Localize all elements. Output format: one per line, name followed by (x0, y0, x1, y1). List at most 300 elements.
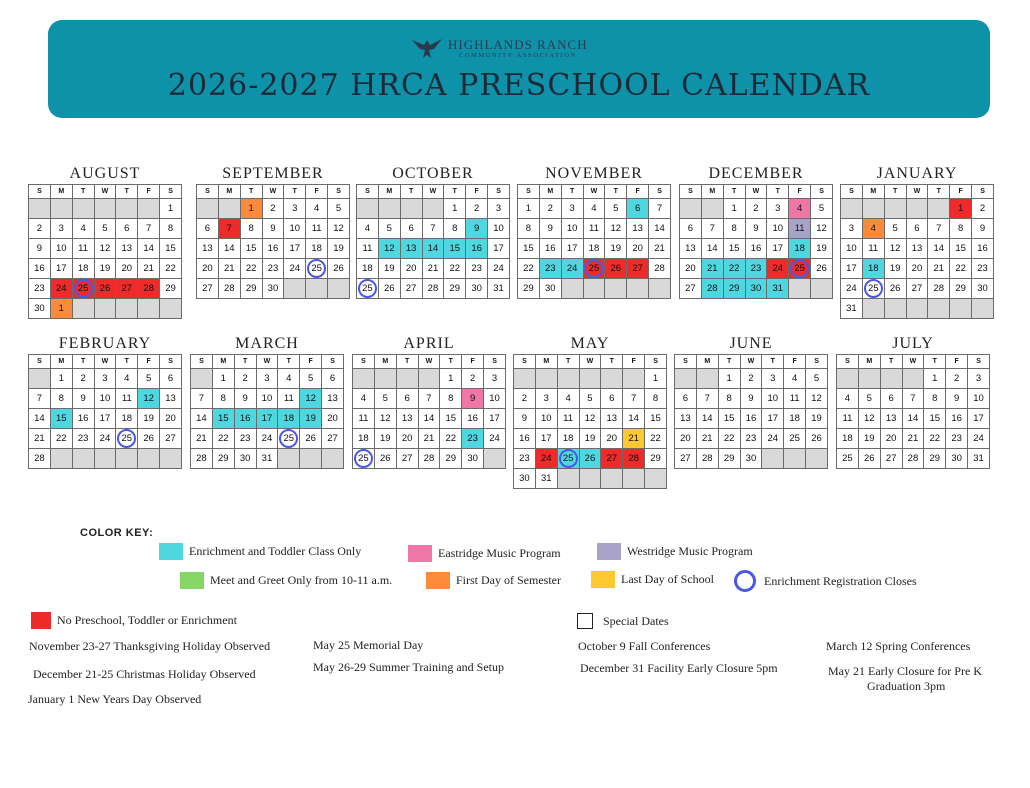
day-cell: 17 (484, 409, 506, 429)
registration-circle-icon: 25 (117, 429, 136, 448)
day-cell: 16 (462, 409, 484, 429)
registration-circle-icon: 25 (559, 449, 578, 468)
day-cell: 30 (539, 279, 561, 299)
day-cell (72, 279, 94, 299)
day-cell: 26 (811, 259, 833, 279)
empty-day-cell (701, 199, 723, 219)
day-cell: 10 (841, 239, 863, 259)
day-cell: 19 (605, 239, 627, 259)
day-cell: 27 (680, 279, 702, 299)
red-swatch (31, 612, 51, 629)
day-cell: 12 (811, 219, 833, 239)
day-cell: 28 (218, 279, 240, 299)
weekday-header: T (880, 355, 902, 369)
empty-day-cell (762, 449, 784, 469)
key-label: Meet and Greet Only from 10-11 a.m. (210, 573, 393, 587)
weekday-header: F (627, 185, 649, 199)
day-cell: 24 (488, 259, 510, 279)
day-cell: 14 (29, 409, 51, 429)
registration-circle-icon: 25 (584, 259, 603, 278)
key-eastridge-music (408, 545, 561, 562)
day-cell: 29 (950, 279, 972, 299)
day-cell: 21 (422, 259, 444, 279)
day-cell: 12 (884, 239, 906, 259)
note-memorial-day: May 25 Memorial Day (313, 638, 424, 652)
weekday-header: S (328, 185, 350, 199)
day-cell: 13 (322, 389, 344, 409)
day-cell: 10 (535, 409, 557, 429)
weekday-header: W (262, 185, 284, 199)
eagle-icon (410, 36, 444, 62)
empty-day-cell (583, 279, 605, 299)
weekday-header: W (256, 355, 278, 369)
day-cell: 26 (138, 429, 160, 449)
day-cell: 20 (322, 409, 344, 429)
empty-day-cell (623, 469, 645, 489)
day-cell: 10 (256, 389, 278, 409)
day-cell: 6 (880, 389, 902, 409)
day-cell: 6 (675, 389, 697, 409)
weekday-header: T (767, 185, 789, 199)
day-cell: 2 (740, 369, 762, 389)
day-cell: 18 (116, 409, 138, 429)
day-cell: 2 (29, 219, 51, 239)
month-table (196, 184, 350, 299)
day-cell: 10 (561, 219, 583, 239)
weekday-header: M (50, 355, 72, 369)
day-cell: 9 (972, 219, 994, 239)
key-label: Westridge Music Program (627, 544, 753, 558)
weekday-header: T (561, 185, 583, 199)
day-cell: 19 (579, 429, 601, 449)
day-cell: 2 (514, 389, 536, 409)
weekday-header: S (353, 355, 375, 369)
day-cell: 1 (518, 199, 540, 219)
day-cell: 12 (378, 239, 400, 259)
day-cell: 17 (488, 239, 510, 259)
empty-day-cell (357, 199, 379, 219)
day-cell: 3 (535, 389, 557, 409)
day-cell (306, 259, 328, 279)
day-cell: 4 (862, 219, 884, 239)
pink-swatch (408, 545, 432, 562)
day-cell: 30 (234, 449, 256, 469)
day-cell: 19 (811, 239, 833, 259)
day-cell: 21 (29, 429, 51, 449)
day-cell: 27 (400, 279, 422, 299)
empty-day-cell (579, 469, 601, 489)
weekday-header: T (72, 185, 94, 199)
day-cell: 15 (723, 239, 745, 259)
day-cell: 4 (784, 369, 806, 389)
day-cell: 5 (94, 219, 116, 239)
day-cell: 29 (212, 449, 234, 469)
day-cell: 2 (466, 199, 488, 219)
day-cell: 11 (583, 219, 605, 239)
weekday-header: M (858, 355, 880, 369)
empty-day-cell (284, 279, 306, 299)
day-cell: 7 (191, 389, 213, 409)
weekday-header: S (514, 355, 536, 369)
org-name: HIGHLANDS RANCH (448, 37, 588, 53)
day-cell: 10 (762, 389, 784, 409)
empty-day-cell (862, 299, 884, 319)
empty-day-cell (972, 299, 994, 319)
day-cell: 2 (946, 369, 968, 389)
day-cell: 22 (924, 429, 946, 449)
day-cell: 20 (197, 259, 219, 279)
day-cell: 21 (928, 259, 950, 279)
day-cell: 14 (623, 409, 645, 429)
empty-day-cell (680, 199, 702, 219)
day-cell: 31 (841, 299, 863, 319)
weekday-header: F (138, 355, 160, 369)
day-cell: 16 (262, 239, 284, 259)
day-cell: 9 (514, 409, 536, 429)
day-cell: 16 (972, 239, 994, 259)
day-cell: 4 (837, 389, 859, 409)
key-first-day (426, 572, 561, 589)
empty-day-cell (484, 449, 506, 469)
weekday-header: F (946, 355, 968, 369)
day-cell: 7 (649, 199, 671, 219)
day-cell: 5 (328, 199, 350, 219)
day-cell: 20 (116, 259, 138, 279)
day-cell: 1 (440, 369, 462, 389)
empty-day-cell (906, 199, 928, 219)
empty-day-cell (197, 199, 219, 219)
weekday-header: T (884, 185, 906, 199)
empty-day-cell (561, 279, 583, 299)
weekday-header: W (422, 185, 444, 199)
empty-day-cell (514, 369, 536, 389)
day-cell (862, 279, 884, 299)
day-cell: 15 (950, 239, 972, 259)
day-cell: 24 (484, 429, 506, 449)
month-table (836, 354, 990, 469)
weekday-header: T (762, 355, 784, 369)
day-cell: 1 (924, 369, 946, 389)
key-label: No Preschool, Toddler or Enrichment (57, 613, 237, 627)
day-cell: 30 (514, 469, 536, 489)
day-cell: 8 (518, 219, 540, 239)
org-logo (410, 34, 588, 64)
day-cell: 13 (627, 219, 649, 239)
weekday-header: T (718, 355, 740, 369)
day-cell: 11 (353, 409, 375, 429)
day-cell: 24 (561, 259, 583, 279)
day-cell: 4 (72, 219, 94, 239)
day-cell: 14 (928, 239, 950, 259)
day-cell: 3 (762, 369, 784, 389)
weekday-header: M (378, 185, 400, 199)
day-cell: 28 (623, 449, 645, 469)
day-cell: 11 (357, 239, 379, 259)
day-cell: 21 (191, 429, 213, 449)
weekday-header: F (306, 185, 328, 199)
day-cell: 14 (696, 409, 718, 429)
day-cell: 20 (880, 429, 902, 449)
day-cell: 7 (418, 389, 440, 409)
weekday-header: F (462, 355, 484, 369)
day-cell: 31 (488, 279, 510, 299)
day-cell: 22 (950, 259, 972, 279)
day-cell: 7 (701, 219, 723, 239)
day-cell: 27 (197, 279, 219, 299)
day-cell: 17 (256, 409, 278, 429)
day-cell: 3 (767, 199, 789, 219)
note-early-closure-dec: December 31 Facility Early Closure 5pm (580, 661, 778, 675)
day-cell: 22 (240, 259, 262, 279)
day-cell: 9 (462, 389, 484, 409)
day-cell: 3 (488, 199, 510, 219)
month-april (352, 334, 506, 469)
day-cell: 1 (212, 369, 234, 389)
day-cell: 24 (284, 259, 306, 279)
key-special-dates (577, 613, 669, 629)
day-cell: 11 (278, 389, 300, 409)
teal-swatch (159, 543, 183, 560)
day-cell: 26 (858, 449, 880, 469)
day-cell: 9 (29, 239, 51, 259)
day-cell: 26 (579, 449, 601, 469)
day-cell: 27 (627, 259, 649, 279)
green-swatch (180, 572, 204, 589)
empty-day-cell (884, 199, 906, 219)
empty-day-cell (535, 369, 557, 389)
day-cell: 28 (418, 449, 440, 469)
month-table (190, 354, 344, 469)
day-cell: 2 (72, 369, 94, 389)
weekday-header: S (357, 185, 379, 199)
note-thanksgiving: November 23-27 Thanksgiving Holiday Observed (29, 639, 271, 653)
day-cell: 27 (160, 429, 182, 449)
day-cell: 28 (29, 449, 51, 469)
day-cell: 23 (740, 429, 762, 449)
day-cell: 13 (680, 239, 702, 259)
month-table (674, 354, 828, 469)
day-cell: 28 (191, 449, 213, 469)
day-cell: 24 (94, 429, 116, 449)
month-august (28, 164, 182, 319)
registration-circle-icon: 25 (74, 279, 93, 298)
day-cell: 10 (767, 219, 789, 239)
day-cell: 28 (422, 279, 444, 299)
day-cell: 1 (645, 369, 667, 389)
empty-day-cell (902, 369, 924, 389)
weekday-header: S (322, 355, 344, 369)
day-cell: 4 (357, 219, 379, 239)
day-cell: 19 (884, 259, 906, 279)
day-cell: 12 (579, 409, 601, 429)
day-cell: 17 (284, 239, 306, 259)
day-cell: 7 (29, 389, 51, 409)
weekday-header: M (218, 185, 240, 199)
day-cell: 8 (723, 219, 745, 239)
month-name: MARCH (235, 335, 299, 352)
day-cell: 27 (880, 449, 902, 469)
day-cell: 23 (262, 259, 284, 279)
weekday-header: T (400, 185, 422, 199)
weekday-header: S (191, 355, 213, 369)
weekday-header: T (240, 185, 262, 199)
day-cell: 9 (262, 219, 284, 239)
weekday-header: S (972, 185, 994, 199)
key-meet-and-greet (180, 572, 392, 589)
day-cell: 5 (605, 199, 627, 219)
registration-circle-icon: 25 (307, 259, 326, 278)
day-cell: 30 (740, 449, 762, 469)
note-christmas: December 21-25 Christmas Holiday Observed (33, 667, 256, 681)
empty-day-cell (627, 279, 649, 299)
day-cell: 13 (197, 239, 219, 259)
day-cell: 1 (718, 369, 740, 389)
empty-day-cell (880, 369, 902, 389)
month-name: DECEMBER (708, 165, 804, 182)
note-spring-conferences: March 12 Spring Conferences (826, 639, 971, 653)
day-cell: 4 (789, 199, 811, 219)
day-cell: 15 (50, 409, 72, 429)
empty-day-cell (72, 199, 94, 219)
day-cell (353, 449, 375, 469)
day-cell: 27 (322, 429, 344, 449)
weekday-header: F (138, 185, 160, 199)
day-cell: 10 (284, 219, 306, 239)
month-table (28, 184, 182, 319)
day-cell: 1 (160, 199, 182, 219)
month-table (517, 184, 671, 299)
empty-day-cell (950, 299, 972, 319)
month-name: JUNE (729, 335, 773, 352)
day-cell: 25 (784, 429, 806, 449)
empty-day-cell (418, 369, 440, 389)
day-cell: 8 (212, 389, 234, 409)
day-cell: 16 (234, 409, 256, 429)
day-cell: 29 (723, 279, 745, 299)
day-cell: 23 (539, 259, 561, 279)
weekday-header: S (675, 355, 697, 369)
day-cell: 20 (675, 429, 697, 449)
day-cell: 11 (784, 389, 806, 409)
weekday-header: S (29, 355, 51, 369)
empty-day-cell (884, 299, 906, 319)
day-cell: 18 (306, 239, 328, 259)
day-cell: 18 (837, 429, 859, 449)
note-summer-training: May 26-29 Summer Training and Setup (313, 660, 504, 674)
empty-day-cell (811, 279, 833, 299)
day-cell: 23 (745, 259, 767, 279)
registration-circle-icon: 25 (354, 449, 373, 468)
day-cell (583, 259, 605, 279)
yellow-swatch (591, 571, 615, 588)
weekday-header: S (197, 185, 219, 199)
day-cell: 19 (94, 259, 116, 279)
day-cell: 17 (762, 409, 784, 429)
day-cell: 13 (160, 389, 182, 409)
empty-day-cell (557, 469, 579, 489)
day-cell: 30 (466, 279, 488, 299)
day-cell: 5 (884, 219, 906, 239)
day-cell: 28 (902, 449, 924, 469)
empty-day-cell (116, 299, 138, 319)
day-cell: 27 (116, 279, 138, 299)
month-name: OCTOBER (392, 165, 474, 182)
weekday-header: S (841, 185, 863, 199)
weekday-header: S (645, 355, 667, 369)
note-fall-conferences: October 9 Fall Conferences (578, 639, 711, 653)
empty-day-cell (160, 449, 182, 469)
day-cell: 4 (583, 199, 605, 219)
empty-day-cell (696, 369, 718, 389)
day-cell: 17 (968, 409, 990, 429)
day-cell: 19 (328, 239, 350, 259)
day-cell: 21 (218, 259, 240, 279)
day-cell: 11 (306, 219, 328, 239)
day-cell: 2 (262, 199, 284, 219)
day-cell: 1 (240, 199, 262, 219)
day-cell: 6 (197, 219, 219, 239)
day-cell: 30 (29, 299, 51, 319)
month-table (840, 184, 994, 319)
empty-day-cell (374, 369, 396, 389)
day-cell: 24 (256, 429, 278, 449)
day-cell: 7 (902, 389, 924, 409)
day-cell: 12 (328, 219, 350, 239)
month-name: FEBRUARY (58, 335, 152, 352)
key-westridge-music (597, 543, 753, 560)
empty-day-cell (191, 369, 213, 389)
day-cell: 21 (696, 429, 718, 449)
month-name: NOVEMBER (545, 165, 643, 182)
weekday-header: W (94, 185, 116, 199)
day-cell: 23 (462, 429, 484, 449)
day-cell: 18 (583, 239, 605, 259)
day-cell: 13 (396, 409, 418, 429)
day-cell: 17 (767, 239, 789, 259)
day-cell: 1 (950, 199, 972, 219)
key-label: Eastridge Music Program (438, 546, 561, 560)
note-early-closure-may: May 21 Early Closure for Pre K (828, 664, 982, 678)
day-cell: 3 (561, 199, 583, 219)
weekday-header: T (116, 185, 138, 199)
day-cell: 29 (645, 449, 667, 469)
day-cell: 8 (645, 389, 667, 409)
day-cell: 3 (968, 369, 990, 389)
day-cell: 1 (50, 299, 72, 319)
day-cell: 5 (300, 369, 322, 389)
key-last-day (591, 571, 714, 588)
day-cell: 20 (160, 409, 182, 429)
day-cell: 12 (374, 409, 396, 429)
weekday-header: M (539, 185, 561, 199)
day-cell: 31 (767, 279, 789, 299)
weekday-header: T (444, 185, 466, 199)
day-cell: 28 (928, 279, 950, 299)
day-cell: 14 (701, 239, 723, 259)
day-cell: 30 (462, 449, 484, 469)
day-cell: 22 (440, 429, 462, 449)
day-cell: 29 (160, 279, 182, 299)
day-cell: 7 (138, 219, 160, 239)
empty-day-cell (94, 299, 116, 319)
day-cell: 13 (400, 239, 422, 259)
day-cell: 19 (300, 409, 322, 429)
day-cell: 28 (701, 279, 723, 299)
empty-day-cell (94, 449, 116, 469)
weekday-header: S (649, 185, 671, 199)
day-cell: 16 (946, 409, 968, 429)
day-cell: 2 (972, 199, 994, 219)
